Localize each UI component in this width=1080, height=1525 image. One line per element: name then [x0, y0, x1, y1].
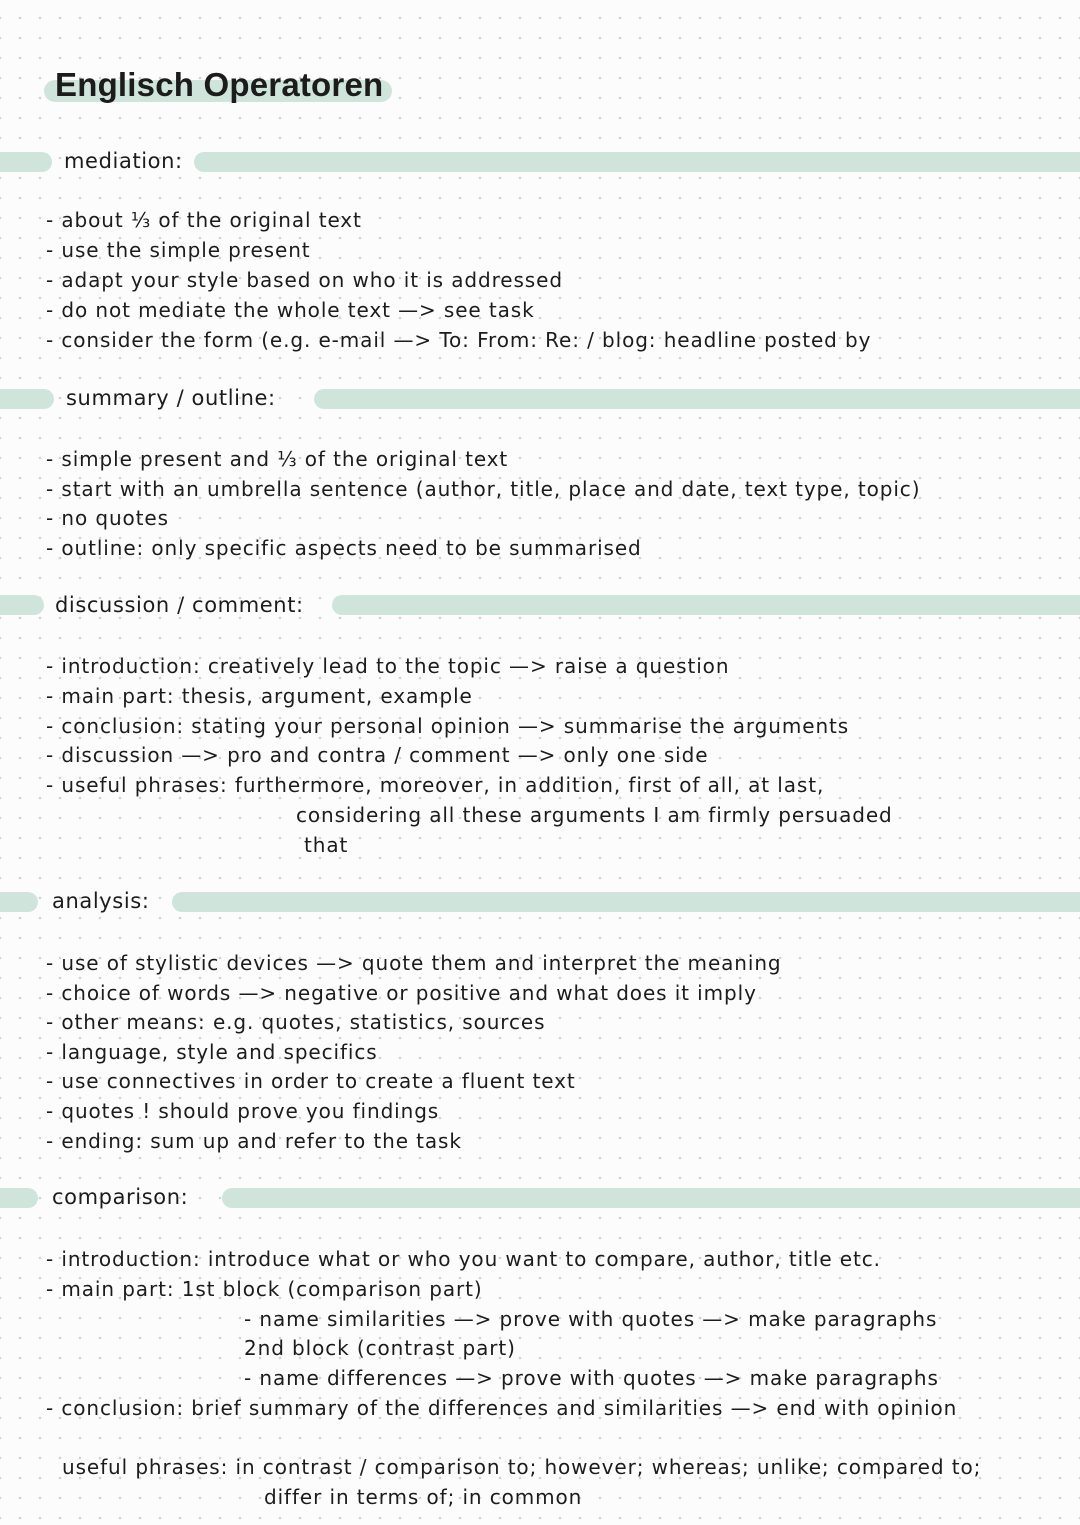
analysis-line: - ending: sum up and refer to the task	[46, 1129, 462, 1153]
discussion-line: considering all these arguments I am firmly persuaded	[296, 803, 893, 827]
page-title-block	[44, 66, 383, 104]
comparison-heading: comparison:	[52, 1185, 189, 1209]
discussion-line: - introduction: creatively lead to the topic —> raise a question	[46, 654, 730, 678]
comparison-line: - name differences —> prove with quotes —> make paragraphs	[244, 1366, 939, 1390]
discussion-line: - discussion —> pro and contra / comment —> only one side	[46, 743, 709, 767]
mediation-line: - do not mediate the whole text —> see task	[46, 298, 535, 322]
mediation-line: - about ⅓ of the original text	[46, 208, 362, 232]
comparison-line: useful phrases: in contrast / comparison to; however; whereas; unlike; compared to;	[62, 1455, 982, 1479]
comparison-line: - introduction: introduce what or who you want to compare, author, title etc.	[46, 1247, 881, 1271]
analysis-line: - quotes ! should prove you findings	[46, 1099, 440, 1123]
discussion-line: - useful phrases: furthermore, moreover, in addition, first of all, at last,	[46, 773, 825, 797]
analysis-line: - choice of words —> negative or positive and what does it imply	[46, 981, 757, 1005]
discussion-heading: discussion / comment:	[55, 593, 304, 617]
comparison-line: - main part: 1st block (comparison part)	[46, 1277, 483, 1301]
comparison-line: differ in terms of; in common	[264, 1485, 583, 1509]
analysis-bar	[0, 892, 1080, 912]
analysis-line: - use of stylistic devices —> quote them and interpret the meaning	[46, 951, 782, 975]
summary-line: - simple present and ⅓ of the original text	[46, 447, 509, 471]
mediation-line: - use the simple present	[46, 238, 311, 262]
summary-heading: summary / outline:	[66, 386, 276, 410]
analysis-line: - other means: e.g. quotes, statistics, sources	[46, 1010, 546, 1034]
analysis-line: - use connectives in order to create a fluent text	[46, 1069, 576, 1093]
comparison-line: - name similarities —> prove with quotes —> make paragraphs	[244, 1307, 938, 1331]
discussion-line: - main part: thesis, argument, example	[46, 684, 473, 708]
page-title: Englisch Operatoren	[55, 66, 384, 103]
discussion-line: - conclusion: stating your personal opinion —> summarise the arguments	[46, 714, 850, 738]
comparison-line: 2nd block (contrast part)	[244, 1336, 516, 1360]
mediation-line: - adapt your style based on who it is addressed	[46, 268, 563, 292]
analysis-heading: analysis:	[52, 889, 150, 913]
comparison-line: - conclusion: brief summary of the differences and similarities —> end with opinion	[46, 1396, 958, 1420]
summary-line: - outline: only specific aspects need to be summarised	[46, 536, 642, 560]
mediation-line: - consider the form (e.g. e-mail —> To: From: Re: / blog: headline posted by	[46, 328, 872, 352]
summary-line: - start with an umbrella sentence (author, title, place and date, text type, topic)	[46, 477, 921, 501]
summary-line: - no quotes	[46, 506, 169, 530]
discussion-line: that	[304, 833, 349, 857]
analysis-line: - language, style and specifics	[46, 1040, 378, 1064]
mediation-heading: mediation:	[64, 149, 183, 173]
